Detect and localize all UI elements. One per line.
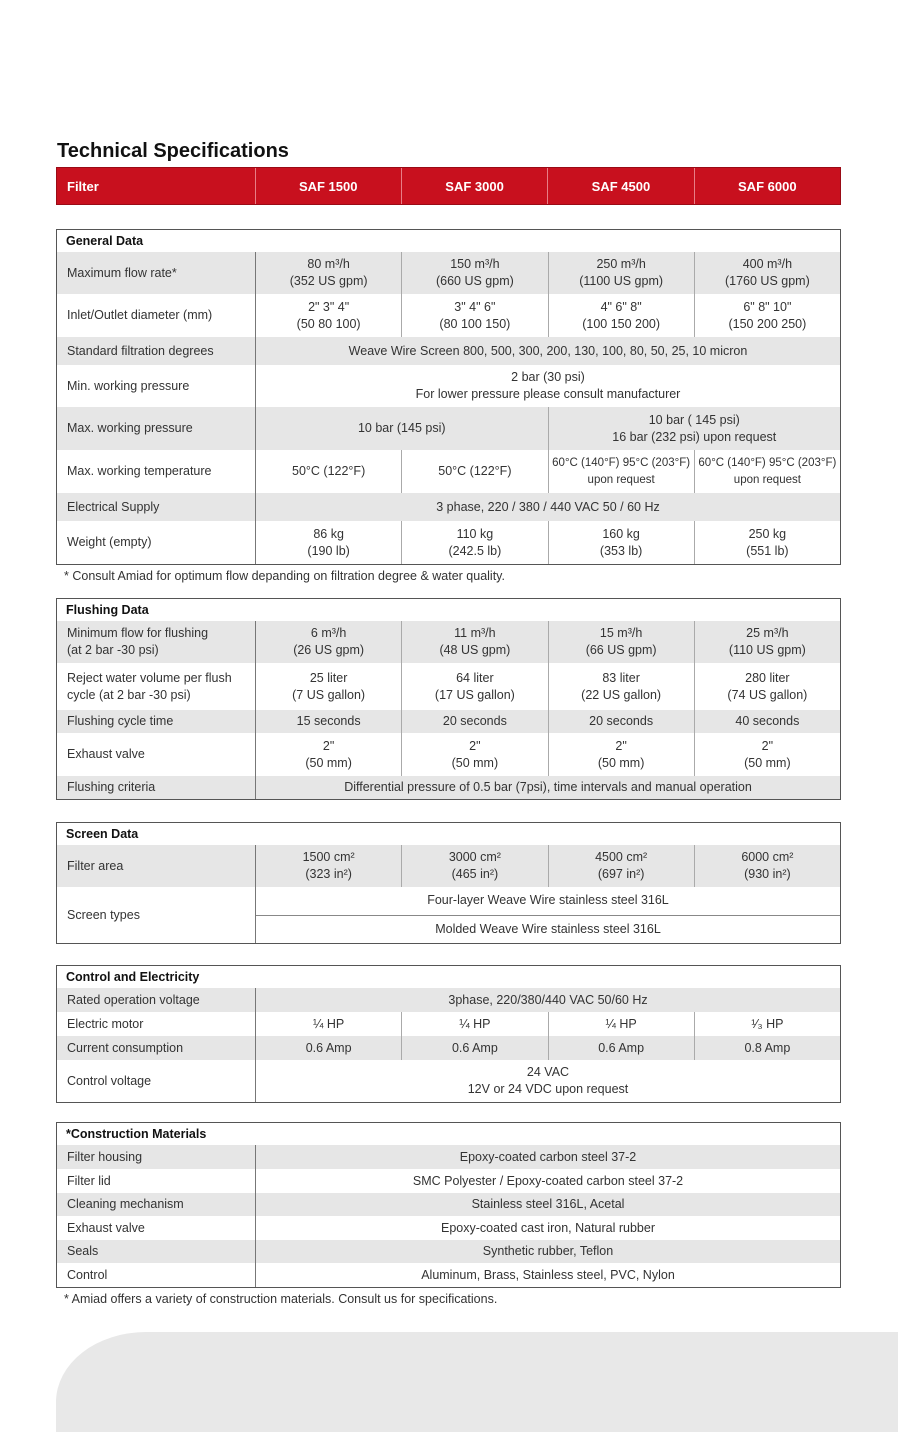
cell: 60°C (140°F) 95°C (203°F) upon request xyxy=(694,450,840,493)
cell: 2 bar (30 psi) For lower pressure please consult manufacturer xyxy=(415,370,681,401)
row-std-filtration xyxy=(57,337,840,365)
cell: Differential pressure of 0.5 bar (7psi), time intervals and manual operation xyxy=(344,780,752,794)
decorative-footer-shape xyxy=(56,1332,898,1432)
row-label: Inlet/Outlet diameter (mm) xyxy=(57,294,256,337)
cell: 50°C (122°F) xyxy=(401,450,547,493)
row-min-flow-flush xyxy=(57,621,840,663)
cell: 1500 cm² (323 in²) xyxy=(302,850,355,881)
cell: 2" (50 mm) xyxy=(305,738,352,770)
header-saf1500: SAF 1500 xyxy=(255,168,401,204)
cell: 3000 cm² (465 in²) xyxy=(401,845,547,887)
cell: 250 m³/h (1100 US gpm) xyxy=(548,252,694,294)
row-label: Control voltage xyxy=(57,1060,256,1102)
cell: 0.6 Amp xyxy=(401,1036,547,1060)
cell: 280 liter (74 US gallon) xyxy=(694,663,840,710)
cell: 2" 3" 4" (50 80 100) xyxy=(296,299,361,331)
cell: 150 m³/h (660 US gpm) xyxy=(401,252,547,294)
row-reject-volume xyxy=(57,663,840,710)
row-max-flow xyxy=(57,252,840,294)
row-cleaning-mechanism xyxy=(57,1193,840,1216)
row-control-voltage xyxy=(57,1060,840,1102)
row-inlet xyxy=(57,294,840,337)
row-label: Rated operation voltage xyxy=(57,988,256,1012)
cell: 20 seconds xyxy=(548,710,694,733)
cell: 6" 8" 10" (150 200 250) xyxy=(694,294,840,337)
cell: 2" (50 mm) xyxy=(401,733,547,776)
row-label: Flushing cycle time xyxy=(57,710,256,733)
row-label: Weight (empty) xyxy=(57,521,256,564)
row-label: Seals xyxy=(57,1240,256,1263)
row-exhaust-valve-material xyxy=(57,1216,840,1240)
cell: 86 kg (190 lb) xyxy=(307,526,350,558)
row-label: Max. working pressure xyxy=(57,407,256,450)
row-max-temp xyxy=(57,450,840,493)
cell: 3" 4" 6" (80 100 150) xyxy=(401,294,547,337)
construction-materials-section xyxy=(56,1122,841,1288)
section-title: Flushing Data xyxy=(57,599,840,621)
cell: 24 VAC 12V or 24 VDC upon request xyxy=(467,1065,629,1096)
control-electricity-section xyxy=(56,965,841,1103)
cell: 60°C (140°F) 95°C (203°F) upon request xyxy=(548,450,694,493)
row-current-consumption xyxy=(57,1036,840,1060)
cell: 4500 cm² (697 in²) xyxy=(548,845,694,887)
table-header xyxy=(56,167,841,205)
cell: 10 bar (145 psi) xyxy=(357,421,446,435)
row-filter-housing xyxy=(57,1145,840,1169)
cell: Four-layer Weave Wire stainless steel 316L xyxy=(427,893,669,908)
cell: Weave Wire Screen 800, 500, 300, 200, 130, 100, 80, 50, 25, 10 micron xyxy=(348,343,748,358)
row-label: Control xyxy=(57,1263,256,1287)
row-label: Exhaust valve xyxy=(57,733,256,776)
cell: 3phase, 220/380/440 VAC 50/60 Hz xyxy=(448,992,648,1007)
row-label: Filter area xyxy=(57,845,256,887)
cell: Epoxy-coated carbon steel 37-2 xyxy=(459,1149,637,1164)
cell: SMC Polyester / Epoxy-coated carbon steel 37-2 xyxy=(412,1173,684,1188)
row-label: Screen types xyxy=(57,887,256,943)
cell: 3 phase, 220 / 380 / 440 VAC 50 / 60 Hz xyxy=(436,499,660,514)
section-title: Control and Electricity xyxy=(57,966,840,988)
cell: 0.6 Amp xyxy=(305,1040,352,1055)
row-label: Maximum flow rate* xyxy=(57,252,256,294)
row-seals xyxy=(57,1240,840,1263)
cell: ¼ HP xyxy=(548,1012,694,1036)
cell: 0.8 Amp xyxy=(694,1036,840,1060)
cell: ¹⁄₃ HP xyxy=(694,1012,840,1036)
cell: 6000 cm² (930 in²) xyxy=(694,845,840,887)
row-weight xyxy=(57,521,840,564)
cell: 250 kg (551 lb) xyxy=(694,521,840,564)
header-saf4500: SAF 4500 xyxy=(547,168,693,204)
cell: 6 m³/h (26 US gpm) xyxy=(293,626,365,657)
cell: 64 liter (17 US gallon) xyxy=(401,663,547,710)
section-title: Screen Data xyxy=(57,823,840,845)
cell: 15 seconds xyxy=(296,714,361,728)
header-saf3000: SAF 3000 xyxy=(401,168,547,204)
row-electric-motor xyxy=(57,1012,840,1036)
header-filter: Filter xyxy=(67,178,99,194)
cell: 83 liter (22 US gallon) xyxy=(548,663,694,710)
row-label: Flushing criteria xyxy=(57,776,256,799)
section-title: General Data xyxy=(57,230,840,252)
row-min-pressure xyxy=(57,365,840,407)
cell: 2" (50 mm) xyxy=(548,733,694,776)
general-data-section xyxy=(56,229,841,565)
section-title: *Construction Materials xyxy=(57,1123,840,1145)
row-filter-lid xyxy=(57,1169,840,1193)
row-max-pressure xyxy=(57,407,840,450)
cell: Synthetic rubber, Teflon xyxy=(482,1244,614,1258)
row-label: Current consumption xyxy=(57,1036,256,1060)
cell: Molded Weave Wire stainless steel 316L xyxy=(256,915,840,944)
row-exhaust-valve xyxy=(57,733,840,776)
cell: Epoxy-coated cast iron, Natural rubber xyxy=(441,1220,655,1235)
flushing-data-section xyxy=(56,598,841,800)
cell: 80 m³/h (352 US gpm) xyxy=(289,257,368,288)
cell: 25 liter (7 US gallon) xyxy=(292,670,366,702)
row-screen-types xyxy=(57,887,840,943)
cell: 50°C (122°F) xyxy=(292,464,366,478)
cell: ¼ HP xyxy=(312,1016,345,1031)
row-label: Exhaust valve xyxy=(57,1216,256,1240)
row-label: Electric motor xyxy=(57,1012,256,1036)
footnote-materials: * Amiad offers a variety of construction materials. Consult us for specifications. xyxy=(64,1292,498,1306)
footnote-flow: * Consult Amiad for optimum flow depanding on filtration degree & water quality. xyxy=(64,569,505,583)
row-label: Cleaning mechanism xyxy=(57,1193,256,1216)
row-label: Standard filtration degrees xyxy=(57,337,256,365)
row-control-material xyxy=(57,1263,840,1287)
cell: 400 m³/h (1760 US gpm) xyxy=(694,252,840,294)
row-electrical xyxy=(57,493,840,521)
row-cycle-time xyxy=(57,710,840,733)
cell: 0.6 Amp xyxy=(548,1036,694,1060)
row-rated-voltage xyxy=(57,988,840,1012)
cell: 110 kg (242.5 lb) xyxy=(401,521,547,564)
cell: Stainless steel 316L, Acetal xyxy=(471,1197,625,1211)
row-label: Min. working pressure xyxy=(57,365,256,407)
row-label: Reject water volume per flush cycle (at 2 bar -30 psi) xyxy=(57,663,256,710)
row-flushing-criteria xyxy=(57,776,840,799)
cell: 160 kg (353 lb) xyxy=(548,521,694,564)
cell: 25 m³/h (110 US gpm) xyxy=(694,621,840,663)
row-label: Filter lid xyxy=(57,1169,256,1193)
row-label: Minimum flow for flushing (at 2 bar -30 psi) xyxy=(57,621,256,663)
header-saf6000: SAF 6000 xyxy=(694,168,840,204)
cell: 11 m³/h (48 US gpm) xyxy=(401,621,547,663)
row-filter-area xyxy=(57,845,840,887)
row-label: Max. working temperature xyxy=(57,450,256,493)
cell: 2" (50 mm) xyxy=(694,733,840,776)
cell: 4" 6" 8" (100 150 200) xyxy=(548,294,694,337)
row-label: Filter housing xyxy=(57,1145,256,1169)
cell: 10 bar ( 145 psi) 16 bar (232 psi) upon request xyxy=(548,407,841,450)
page-title: Technical Specifications xyxy=(57,140,289,162)
cell: 20 seconds xyxy=(401,710,547,733)
row-label: Electrical Supply xyxy=(57,493,256,521)
cell: 15 m³/h (66 US gpm) xyxy=(548,621,694,663)
cell: 40 seconds xyxy=(694,710,840,733)
screen-data-section xyxy=(56,822,841,944)
cell: Aluminum, Brass, Stainless steel, PVC, Nylon xyxy=(421,1267,675,1282)
cell: ¼ HP xyxy=(401,1012,547,1036)
